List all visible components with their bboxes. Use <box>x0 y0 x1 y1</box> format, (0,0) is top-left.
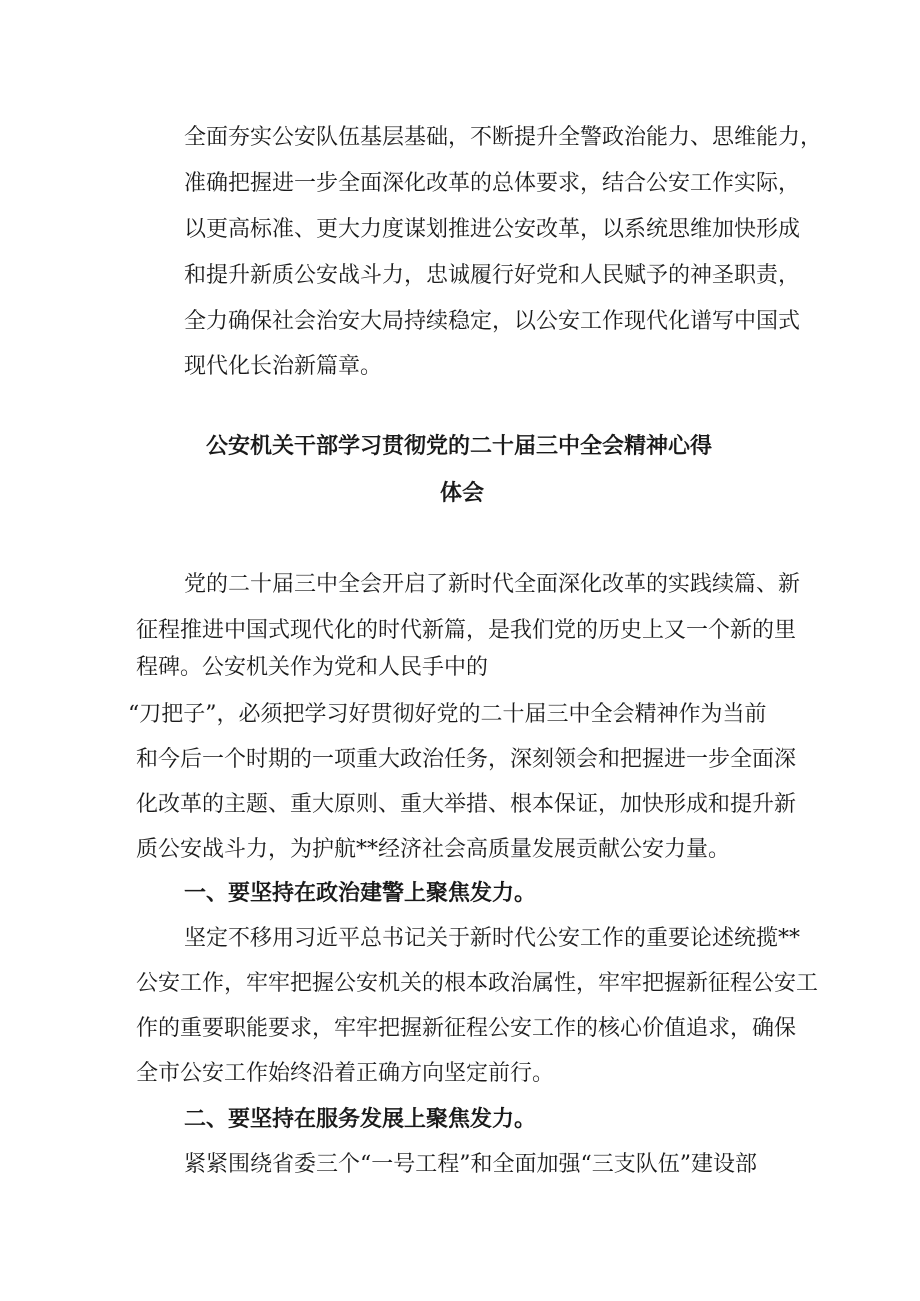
section-line: 坚定不移用习近平总书记关于新时代公安工作的重要论述统揽** <box>184 926 801 951</box>
intro-line: 化改革的主题、重大原则、重大举措、根本保证，加快形成和提升新 <box>136 792 797 817</box>
section-heading: 一、要坚持在政治建警上聚焦发力。 <box>184 881 537 906</box>
section-line: 公安工作，牢牢把握公安机关的根本政治属性，牢牢把握新征程公安工 <box>136 971 819 996</box>
intro-line: 征程推进中国式现代化的时代新篇，是我们党的历史上又一个新的里 <box>136 618 797 643</box>
section-heading: 二、要坚持在服务发展上聚焦发力。 <box>184 1107 537 1132</box>
intro-line: 程碑。公安机关作为党和人民手中的 <box>136 655 489 680</box>
intro-line: 和今后一个时期的一项重大政治任务，深刻领会和把握进一步全面深 <box>136 747 797 772</box>
intro-line: 党的二十届三中全会开启了新时代全面深化改革的实践续篇、新 <box>184 572 801 597</box>
paragraph-line: 现代化长治新篇章。 <box>184 354 383 379</box>
paragraph-line: 全力确保社会治安大局持续稳定，以公安工作现代化谱写中国式 <box>184 309 801 334</box>
intro-line: “刀把子”，必须把学习好贯彻好党的二十届三中全会精神作为当前 <box>128 702 767 727</box>
intro-line: 质公安战斗力，为护航**经济社会高质量发展贡献公安力量。 <box>136 837 731 862</box>
section-line: 作的重要职能要求，牢牢把握新征程公安工作的核心价值追求，确保 <box>136 1016 797 1041</box>
article-title: 公安机关干部学习贯彻党的二十届三中全会精神心得 <box>206 434 713 459</box>
section-line: 全市公安工作始终沿着正确方向坚定前行。 <box>136 1061 555 1086</box>
paragraph-line: 准确把握进一步全面深化改革的总体要求，结合公安工作实际， <box>184 171 801 196</box>
article-title-continued: 体会 <box>440 481 485 506</box>
paragraph-line: 全面夯实公安队伍基层基础，不断提升全警政治能力、思维能力， <box>184 125 823 150</box>
paragraph-line: 以更高标准、更大力度谋划推进公安改革，以系统思维加快形成 <box>184 217 801 242</box>
paragraph-line: 和提升新质公安战斗力，忠诚履行好党和人民赋予的神圣职责， <box>184 263 801 288</box>
section-line: 紧紧围绕省委三个“一号工程”和全面加强“三支队伍”建设部 <box>184 1152 757 1177</box>
